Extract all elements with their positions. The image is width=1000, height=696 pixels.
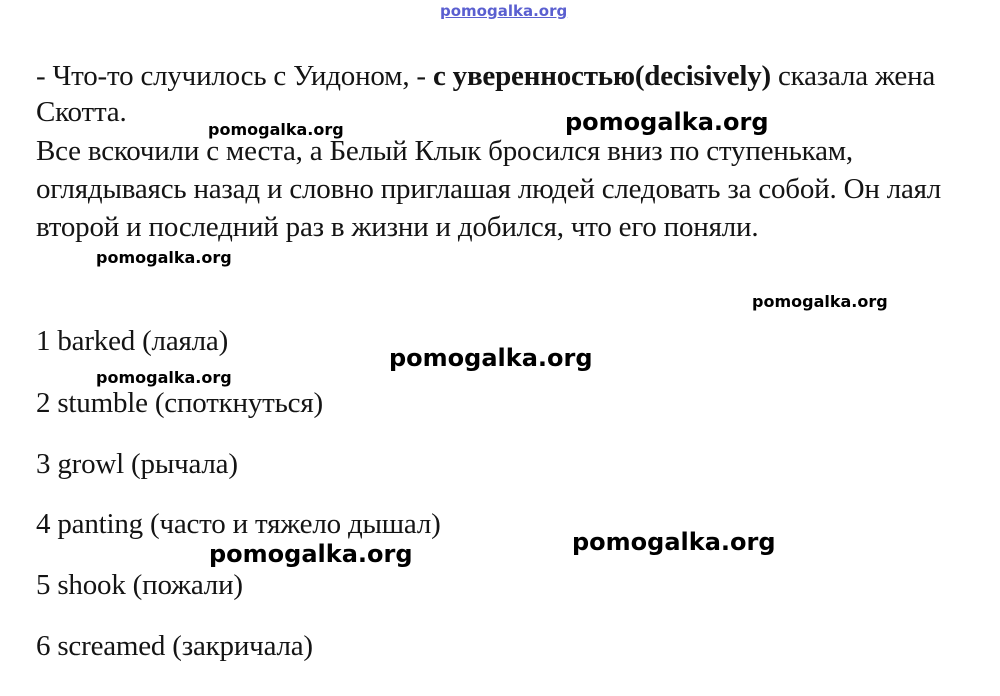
watermark-text: pomogalka.org: [208, 120, 344, 139]
watermark-text: pomogalka.org: [209, 540, 413, 568]
list-item: 2 stumble (споткнуться): [36, 387, 323, 419]
paragraph-dialogue-bold: с уверенностью(decisively): [432, 60, 771, 92]
watermark-text: pomogalka.org: [389, 344, 593, 372]
paragraph-dialogue-end: сказала жена Скотта.: [36, 60, 936, 128]
watermark-text: pomogalka.org: [565, 108, 769, 136]
header-watermark-link[interactable]: pomogalka.org: [440, 2, 568, 20]
list-item: 5 shook (пожали): [36, 569, 243, 601]
watermark-text: pomogalka.org: [752, 292, 888, 311]
list-item: 1 barked (лаяла): [36, 325, 229, 357]
paragraph-dialogue-start: - Что-то случилось с Уидоном, -: [36, 60, 433, 92]
watermark-text: pomogalka.org: [96, 368, 232, 387]
paragraph-narrative: Все вскочили с места, а Белый Клык бросился вниз по ступенькам, оглядываясь назад и словно приглашая людей следовать за собой. Он лаял второй и последний раз в жизни и добился, что его поняли.: [36, 135, 942, 243]
watermark-text: pomogalka.org: [572, 528, 776, 556]
list-item: 4 panting (часто и тяжело дышал): [36, 508, 441, 540]
paragraph-dialogue: [36, 58, 966, 130]
watermark-text: pomogalka.org: [96, 248, 232, 267]
list-item: 3 growl (рычала): [36, 448, 238, 480]
list-item: 6 screamed (закричала): [36, 630, 313, 662]
